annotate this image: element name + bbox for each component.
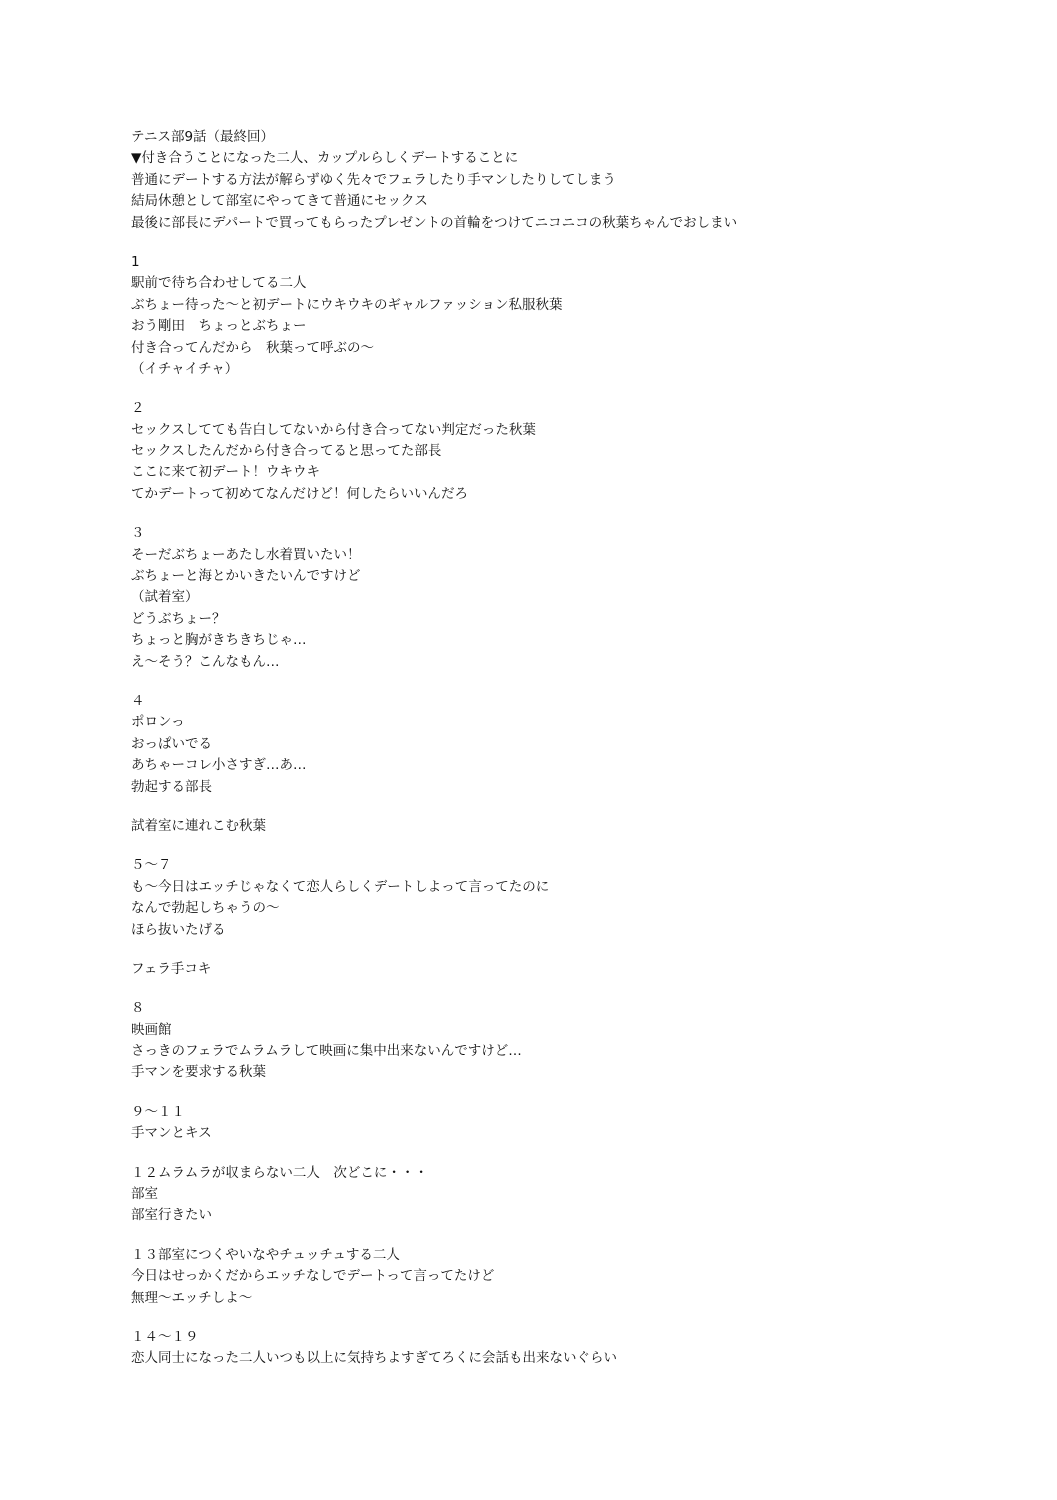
text-block — [131, 398, 1011, 505]
text-line: 1 — [131, 253, 140, 270]
text-block — [131, 523, 1011, 673]
text-line: ５〜７ — [131, 857, 172, 874]
text-line: そーだぶちょーあたし水着買いたい！ — [131, 546, 361, 563]
text-line: セックスしてても告白してないから付き合ってない判定だった秋葉 — [131, 421, 536, 438]
text-block — [131, 127, 1011, 234]
text-line: 勃起する部長 — [131, 778, 212, 795]
text-line: ２ — [131, 400, 145, 417]
text-line: 最後に部長にデパートで買ってもらったプレゼントの首輪をつけてニコニコの秋葉ちゃんでおしまい — [131, 214, 738, 231]
text-block — [131, 959, 1011, 980]
text-line: も〜今日はエッチじゃなくて恋人らしくデートしよって言ってたのに — [131, 878, 550, 895]
text-block — [131, 1163, 1011, 1227]
text-line: てかデートって初めてなんだけど！何したらいいんだろ — [131, 485, 468, 502]
block-spacer — [131, 980, 1011, 998]
text-line: ９〜１１ — [131, 1103, 185, 1120]
block-spacer — [131, 505, 1011, 523]
text-line: 手マンを要求する秋葉 — [131, 1064, 266, 1081]
text-line: 手マンとキス — [131, 1125, 212, 1142]
text-line: １３部室につくやいなやチュッチュする二人 — [131, 1246, 400, 1263]
text-line: 試着室に連れこむ秋葉 — [131, 817, 266, 834]
text-line: あちゃーコレ小さすぎ…あ… — [131, 757, 307, 774]
text-line: おう剛田 ちょっとぶちょー — [131, 318, 307, 335]
text-line: （イチャイチャ） — [131, 360, 239, 377]
block-spacer — [131, 837, 1011, 855]
text-line: （試着室） — [131, 589, 199, 606]
block-spacer — [131, 1309, 1011, 1327]
text-line: フェラ手コキ — [131, 960, 212, 977]
text-line: 部室 — [131, 1186, 158, 1203]
text-line: 駅前で待ち合わせしてる二人 — [131, 275, 307, 292]
text-line: ８ — [131, 1000, 145, 1017]
text-line: ３ — [131, 525, 145, 542]
text-line: ポロンっ — [131, 714, 185, 731]
text-block — [131, 1327, 1011, 1370]
text-block — [131, 855, 1011, 941]
text-line: 結局休憩として部室にやってきて普通にセックス — [131, 193, 428, 210]
text-line: ぶちょー待った〜と初デートにウキウキのギャルファッション私服秋葉 — [131, 296, 563, 313]
block-spacer — [131, 798, 1011, 816]
text-line: 映画館 — [131, 1021, 172, 1038]
text-line: 普通にデートする方法が解らずゆく先々でフェラしたり手マンしたりしてしまう — [131, 171, 616, 188]
text-line: 恋人同士になった二人いつも以上に気持ちよすぎてろくに会話も出来ないぐらい — [131, 1350, 617, 1367]
text-block — [131, 1245, 1011, 1309]
block-spacer — [131, 380, 1011, 398]
document-page — [131, 127, 1011, 1370]
text-line: ちょっと胸がきちきちじゃ… — [131, 632, 307, 649]
text-line: なんで勃起しちゃうの〜 — [131, 900, 280, 917]
text-line: さっきのフェラでムラムラして映画に集中出来ないんですけど… — [131, 1043, 522, 1060]
block-spacer — [131, 673, 1011, 691]
text-line: セックスしたんだから付き合ってると思ってた部長 — [131, 443, 442, 460]
text-line: ぶちょーと海とかいきたいんですけど — [131, 568, 361, 585]
block-spacer — [131, 1145, 1011, 1163]
text-line: １２ムラムラが収まらない二人 次どこに・・・ — [131, 1164, 428, 1181]
text-line: 部室行きたい — [131, 1207, 212, 1224]
block-spacer — [131, 1084, 1011, 1102]
text-line: 今日はせっかくだからエッチなしでデートって言ってたけど — [131, 1268, 495, 1285]
text-block — [131, 816, 1011, 837]
text-line: 付き合ってんだから 秋葉って呼ぶの〜 — [131, 339, 374, 356]
text-line: おっぱいでる — [131, 735, 212, 752]
text-block — [131, 1102, 1011, 1145]
text-line: テニス部9話（最終回） — [131, 129, 275, 145]
text-block — [131, 691, 1011, 798]
text-line: ４ — [131, 692, 145, 709]
block-spacer — [131, 1227, 1011, 1245]
block-spacer — [131, 234, 1011, 252]
text-line: え〜そう？こんなもん… — [131, 653, 280, 670]
text-block — [131, 998, 1011, 1084]
text-line: ▼付き合うことになった二人、カップルらしくデートすることに — [131, 150, 519, 167]
text-line: １４〜１９ — [131, 1328, 199, 1345]
text-line: ほら抜いたげる — [131, 921, 226, 938]
text-line: 無理〜エッチしよ〜 — [131, 1289, 253, 1306]
block-spacer — [131, 941, 1011, 959]
text-line: どうぶちょー？ — [131, 610, 226, 627]
text-block — [131, 252, 1011, 380]
text-line: ここに来て初デート！ウキウキ — [131, 464, 320, 481]
